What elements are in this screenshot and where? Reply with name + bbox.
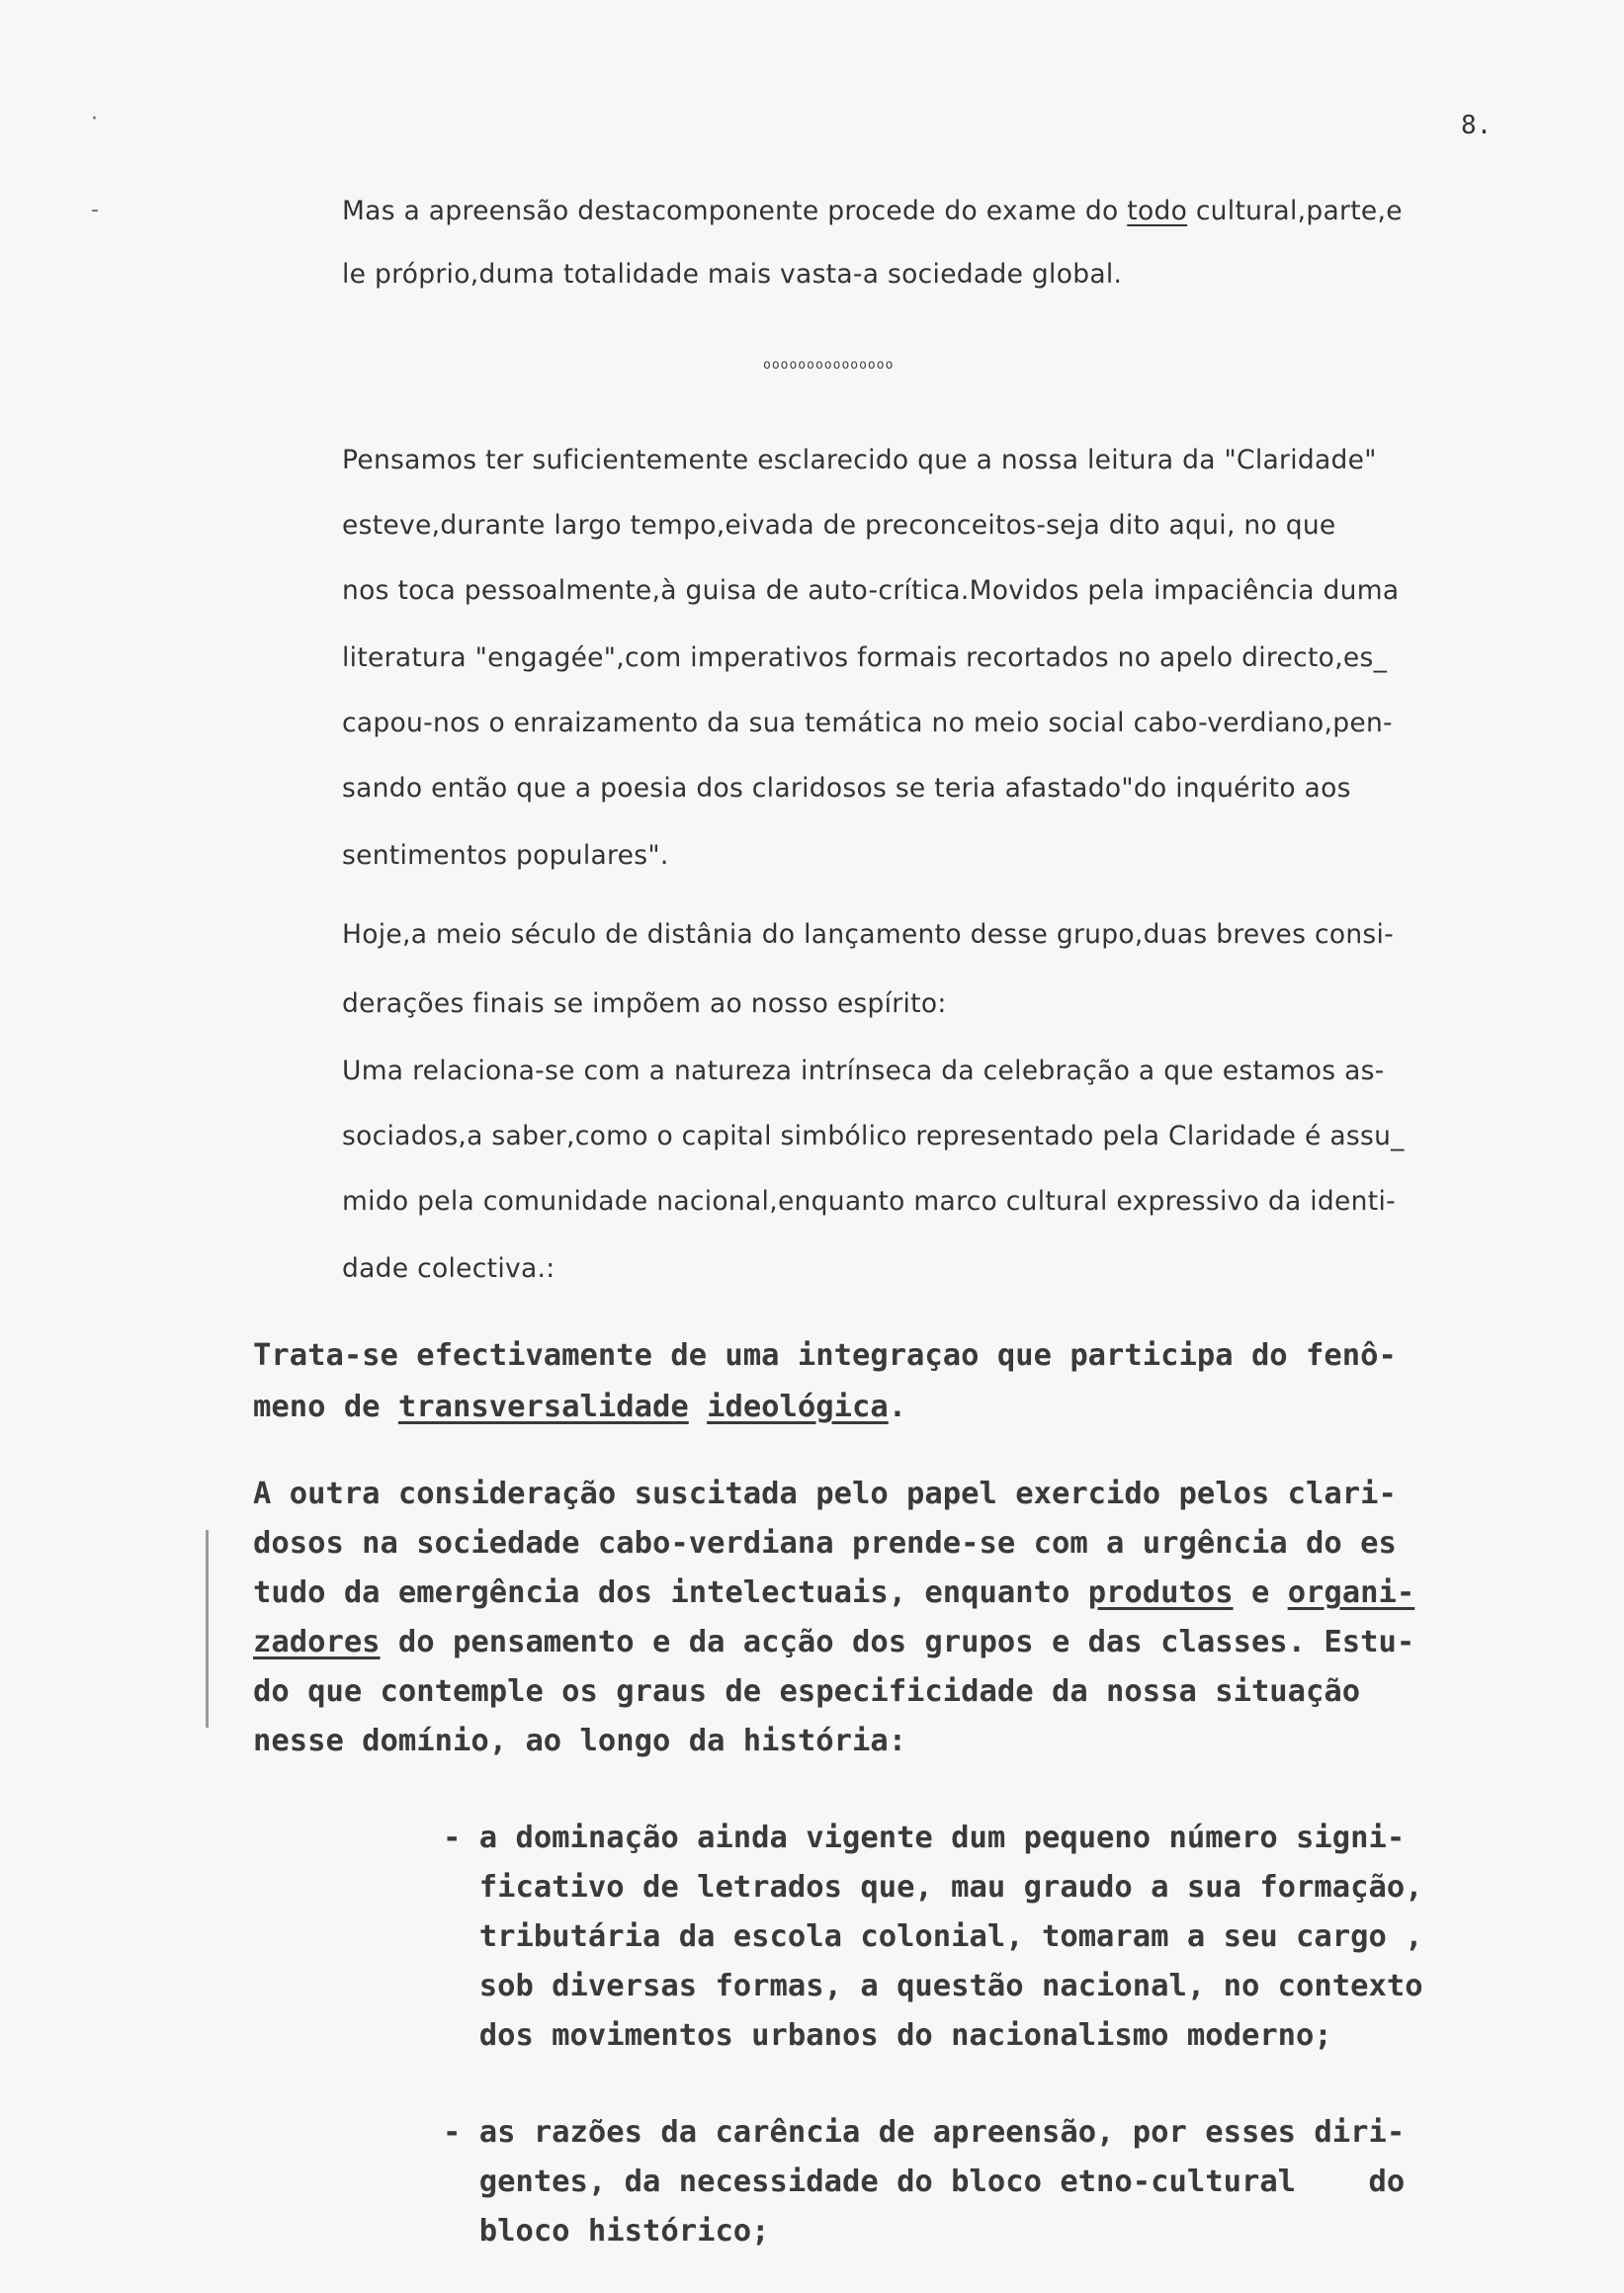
section-separator: ooooooooooooooo: [763, 358, 895, 373]
text-line: sob diversas formas, a questão nacional, no contexto: [443, 1969, 1423, 2003]
underlined-word: zadores: [253, 1625, 381, 1659]
text-line: sentimentos populares".: [342, 840, 669, 871]
text-line: Pensamos ter suficientemente esclarecido que a nossa leitura da "Claridade": [342, 445, 1377, 475]
text-line: dos movimentos urbanos do nacionalismo moderno;: [443, 2018, 1332, 2053]
text-line: sando então que a poesia dos claridosos se teria afastado"do inquérito aos: [342, 773, 1351, 804]
underlined-word: todo: [1127, 196, 1188, 226]
underlined-word: produtos: [1087, 1575, 1234, 1610]
underlined-word: organi-: [1287, 1575, 1415, 1610]
underlined-word: transversalidade: [397, 1390, 689, 1424]
text-line: literatura "engagée",com imperativos formais recortados no apelo directo,es_: [342, 642, 1388, 673]
text-line: mido pela comunidade nacional,enquanto marco cultural expressivo da identi-: [342, 1186, 1396, 1217]
text-line: Trata-se efectivamente de uma integraçao que participa do fenô-: [253, 1338, 1397, 1373]
text-line: le próprio,duma totalidade mais vasta-a sociedade global.: [342, 259, 1123, 290]
text-line: capou-nos o enraizamento da sua temática no meio social cabo-verdiano,pen-: [342, 708, 1393, 738]
text-line: Hoje,a meio século de distânia do lançamento desse grupo,duas breves consi-: [342, 919, 1395, 950]
text-line: sociados,a saber,como o capital simbólico representado pela Claridade é assu_: [342, 1121, 1405, 1151]
page-number: 8.: [1461, 111, 1493, 140]
text-line: A outra consideração suscitada pelo papel exercido pelos clari-: [253, 1477, 1397, 1511]
text-line: meno de transversalidade ideológica.: [253, 1390, 907, 1424]
text-line: esteve,durante largo tempo,eivada de preconceitos-seja dito aqui, no que: [342, 510, 1336, 541]
text-line: Mas a apreensão destacomponente procede do exame do todo cultural,parte,e: [342, 196, 1403, 226]
text-line: do que contemple os graus de especificidade da nossa situação: [253, 1674, 1361, 1709]
text-line: tudo da emergência dos intelectuais, enquanto produtos e organi-: [253, 1575, 1415, 1610]
text-line: dosos na sociedade cabo-verdiana prende-se com a urgência do es: [253, 1526, 1397, 1561]
text-line: derações finais se impõem ao nosso espírito:: [342, 988, 947, 1019]
text-line: bloco histórico;: [443, 2214, 770, 2249]
underlined-word: ideológica: [707, 1390, 889, 1424]
margin-bar: [206, 1530, 209, 1728]
text-line: Uma relaciona-se com a natureza intrínseca da celebração a que estamos as-: [342, 1056, 1385, 1086]
margin-mark: ·: [91, 107, 98, 131]
text-line: nos toca pessoalmente,à guisa de auto-crítica.Movidos pela impaciência duma: [342, 575, 1400, 606]
text-line: - as razões da carência de apreensão, por esses diri-: [443, 2115, 1406, 2150]
text-line: - a dominação ainda vigente dum pequeno número signi-: [443, 1821, 1406, 1855]
text-line: nesse domínio, ao longo da história:: [253, 1724, 907, 1758]
text-line: dade colectiva.:: [342, 1253, 556, 1284]
margin-mark: -: [91, 198, 99, 222]
text-line: tributária da escola colonial, tomaram a seu cargo ,: [443, 1919, 1423, 1954]
text-line: zadores do pensamento e da acção dos grupos e das classes. Estu-: [253, 1625, 1415, 1659]
text-line: gentes, da necessidade do bloco etno-cultural do: [443, 2165, 1406, 2199]
text-line: ficativo de letrados que, mau graudo a sua formação,: [443, 1870, 1423, 1905]
